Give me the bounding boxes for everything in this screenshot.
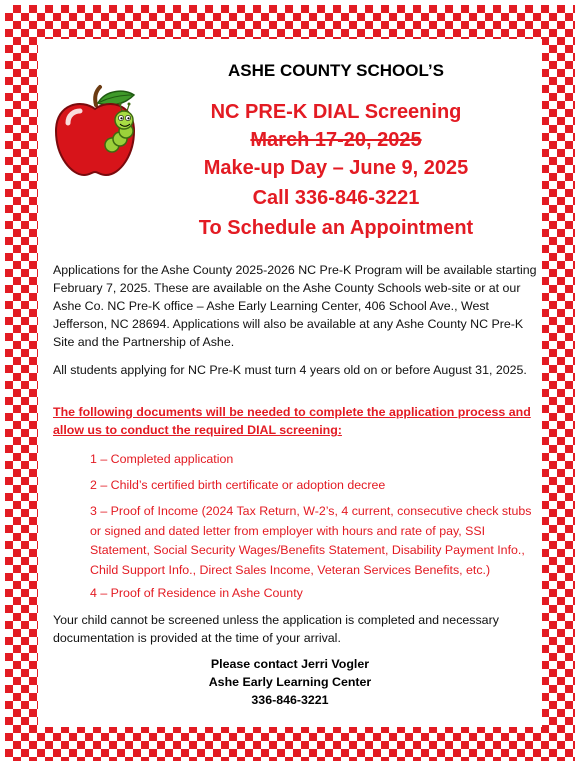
- contact-name: Please contact Jerri Vogler: [210, 657, 370, 671]
- flyer-content: [38, 39, 542, 727]
- old-dates-struck: March 17-20, 2025: [250, 129, 422, 151]
- school-name: ASHE COUNTY SCHOOL’S: [228, 61, 444, 80]
- schedule-appointment: To Schedule an Appointment: [198, 217, 474, 239]
- screening-notice-paragraph: Your child cannot be screened unless the application is completed and necessary documentation is provided at the time of your arrival.: [53, 613, 499, 645]
- checkered-border: [5, 5, 575, 761]
- applications-paragraph: Applications for the Ashe County 2025-2026 NC Pre-K Program will be available starting February 7, 2025. These are available on the Ashe County Schools web-site or at our Ashe Co. NC Pre-K office – Ashe Early Learning Center, 406 School Ave., West Jefferson, NC 28694. Applications will also be available at any Ashe County NC Pre-K Site and the Partnership of Ashe.: [53, 263, 537, 349]
- contact-center: Ashe Early Learning Center: [208, 675, 372, 689]
- age-requirement-paragraph: All students applying for NC Pre-K must turn 4 years old on or before August 31, 2025.: [53, 363, 527, 377]
- call-phone: Call 336-846-3221: [252, 187, 420, 209]
- screening-title: NC PRE-K DIAL Screening: [210, 101, 462, 123]
- documents-heading: The following documents will be needed to complete the application process and allow us to conduct the required DIAL screening:: [53, 405, 531, 437]
- list-item: 1 – Completed application: [90, 452, 234, 466]
- list-item: 4 – Proof of Residence in Ashe County: [90, 586, 303, 600]
- list-item: 2 – Child’s certified birth certificate or adoption decree: [90, 478, 386, 492]
- makeup-day: Make-up Day – June 9, 2025: [203, 157, 469, 179]
- list-item: 3 – Proof of Income (2024 Tax Return, W-2’s, 4 current, consecutive check stubs or signed and dated letter from employer with hours and rate of pay, SSI Statement, Social Security Wages/Benefits Statement, Disability Payment Info., Child Support Info., Direct Sales Income, Veteran Services Benefits, etc.): [90, 504, 532, 577]
- contact-phone: 336-846-3221: [251, 693, 329, 707]
